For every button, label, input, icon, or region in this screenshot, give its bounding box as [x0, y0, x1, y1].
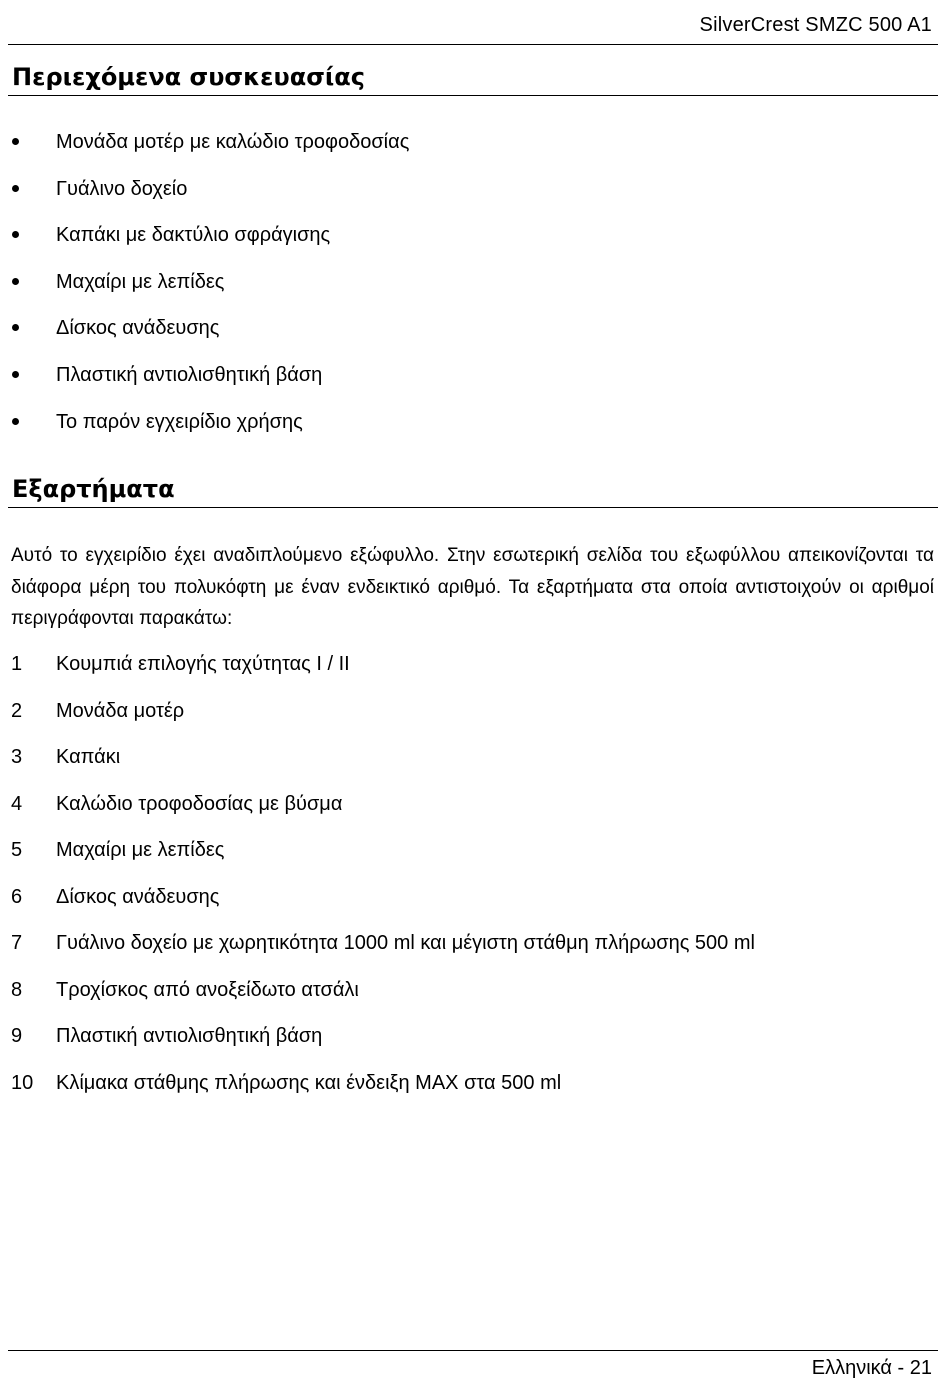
part-label: Καπάκι	[56, 746, 121, 768]
part-number: 3	[11, 746, 23, 768]
list-item-text: Μονάδα μοτέρ με καλώδιο τροφοδοσίας	[56, 131, 410, 153]
part-item	[0, 836, 950, 883]
part-label: Καλώδιο τροφοδοσίας με βύσμα	[56, 792, 343, 815]
list-item	[0, 268, 950, 315]
part-number: 9	[11, 1025, 23, 1047]
part-label: Τροχίσκος από ανοξείδωτο ατσάλι	[56, 978, 359, 1001]
brand-model-label: SilverCrest SMZC 500 A1	[699, 14, 932, 36]
part-label: Δίσκος ανάδευσης	[56, 885, 220, 908]
part-item	[0, 743, 950, 790]
section-title-parts: Εξαρτήματα	[8, 472, 938, 508]
part-number: 7	[11, 932, 23, 954]
package-contents-list	[0, 128, 950, 454]
bullet-icon	[12, 138, 19, 145]
part-label: Γυάλινο δοχείο με χωρητικότητα 1000 ml και μέγιστη στάθμη πλήρωσης 500 ml	[56, 932, 755, 954]
part-number: 5	[11, 839, 23, 861]
section-title-package-contents: Περιεχόμενα συσκευασίας	[8, 60, 938, 96]
part-item	[0, 697, 950, 744]
list-item	[0, 175, 950, 222]
part-number: 6	[11, 885, 23, 908]
list-item-text: Καπάκι με δακτύλιο σφράγισης	[56, 224, 331, 247]
list-item	[0, 408, 950, 455]
list-item-text: Το παρόν εγχειρίδιο χρήσης	[56, 410, 303, 433]
part-label: Κουμπιά επιλογής ταχύτητας I / II	[56, 653, 350, 675]
part-label: Μονάδα μοτέρ	[56, 699, 185, 722]
part-number: 2	[11, 699, 23, 722]
page-footer	[8, 1350, 938, 1395]
bullet-icon	[12, 278, 19, 285]
parts-intro-paragraph: Αυτό το εγχειρίδιο έχει αναδιπλούμενο εξώφυλλο. Στην εσωτερική σελίδα του εξωφύλλου απεικονίζονται τα διάφορα μέρη του πολυκόφτη με έναν ενδεικτικό αριθμό. Τα εξαρτήματα στα οποία αντιστοιχούν οι αριθμοί περιγράφονται παρακάτω:	[11, 545, 934, 629]
list-item	[0, 221, 950, 268]
part-item	[0, 1022, 950, 1069]
parts-list	[0, 650, 950, 1115]
list-item-text: Δίσκος ανάδευσης	[56, 317, 220, 340]
bullet-icon	[12, 324, 19, 331]
list-item-text: Γυάλινο δοχείο	[56, 177, 188, 200]
bullet-icon	[12, 185, 19, 192]
part-label: Πλαστική αντιολισθητική βάση	[56, 1025, 323, 1047]
part-item	[0, 976, 950, 1023]
page-header	[8, 0, 938, 45]
list-item-text: Μαχαίρι με λεπίδες	[56, 270, 225, 293]
part-item	[0, 929, 950, 976]
part-number: 4	[11, 792, 23, 815]
bullet-icon	[12, 371, 19, 378]
part-item	[0, 650, 950, 697]
list-item-text: Πλαστική αντιολισθητική βάση	[56, 363, 323, 386]
part-label: Κλίμακα στάθμης πλήρωσης και ένδειξη MAX στα 500 ml	[56, 1071, 562, 1094]
part-item	[0, 883, 950, 930]
bullet-icon	[12, 231, 19, 238]
part-number: 10	[11, 1071, 34, 1094]
list-item	[0, 361, 950, 408]
page-number-label: Ελληνικά - 21	[811, 1357, 932, 1379]
part-label: Μαχαίρι με λεπίδες	[56, 839, 225, 861]
part-item	[0, 1069, 950, 1116]
bullet-icon	[12, 418, 19, 425]
part-number: 8	[11, 978, 23, 1001]
list-item	[0, 128, 950, 175]
part-number: 1	[11, 653, 23, 675]
part-item	[0, 790, 950, 837]
list-item	[0, 314, 950, 361]
